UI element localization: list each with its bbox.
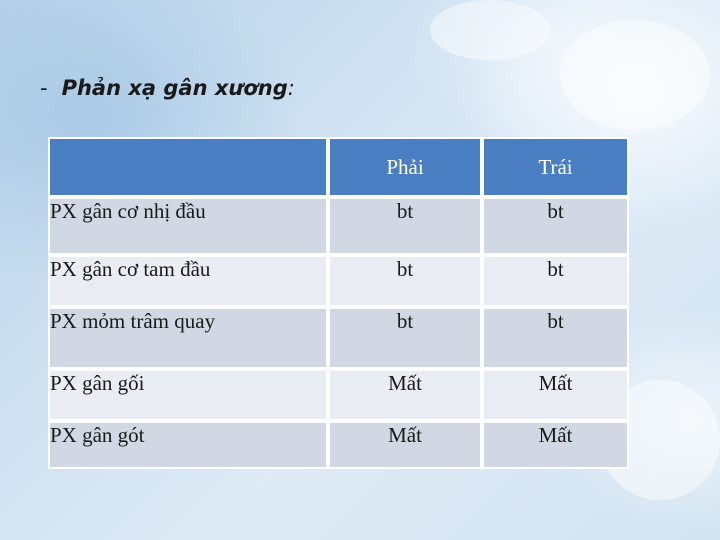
heading-dash: - — [40, 76, 48, 100]
table-row — [48, 307, 629, 369]
row-right-value: bt — [328, 197, 482, 255]
row-label: PX gân gối — [48, 369, 328, 421]
background-flower — [430, 0, 550, 60]
row-left-value: Mất — [482, 421, 629, 469]
row-left-value: Mất — [482, 369, 629, 421]
table-row — [48, 197, 629, 255]
row-label: PX gân gót — [48, 421, 328, 469]
section-heading — [40, 76, 295, 100]
table-row — [48, 255, 629, 307]
header-left: Trái — [482, 137, 629, 197]
row-right-value: Mất — [328, 369, 482, 421]
row-right-value: Mất — [328, 421, 482, 469]
heading-title: Phản xạ gân xương — [61, 76, 288, 100]
row-right-value: bt — [328, 307, 482, 369]
header-empty — [48, 137, 328, 197]
row-label: PX gân cơ nhị đầu — [48, 197, 328, 255]
row-label: PX gân cơ tam đầu — [48, 255, 328, 307]
background-flower — [560, 20, 710, 130]
reflex-table — [48, 137, 629, 469]
table-row — [48, 421, 629, 469]
heading-colon: : — [287, 76, 295, 100]
table-row — [48, 369, 629, 421]
row-right-value: bt — [328, 255, 482, 307]
table-header-row — [48, 137, 629, 197]
row-left-value: bt — [482, 255, 629, 307]
row-left-value: bt — [482, 197, 629, 255]
header-right: Phải — [328, 137, 482, 197]
row-label: PX mỏm trâm quay — [48, 307, 328, 369]
row-left-value: bt — [482, 307, 629, 369]
